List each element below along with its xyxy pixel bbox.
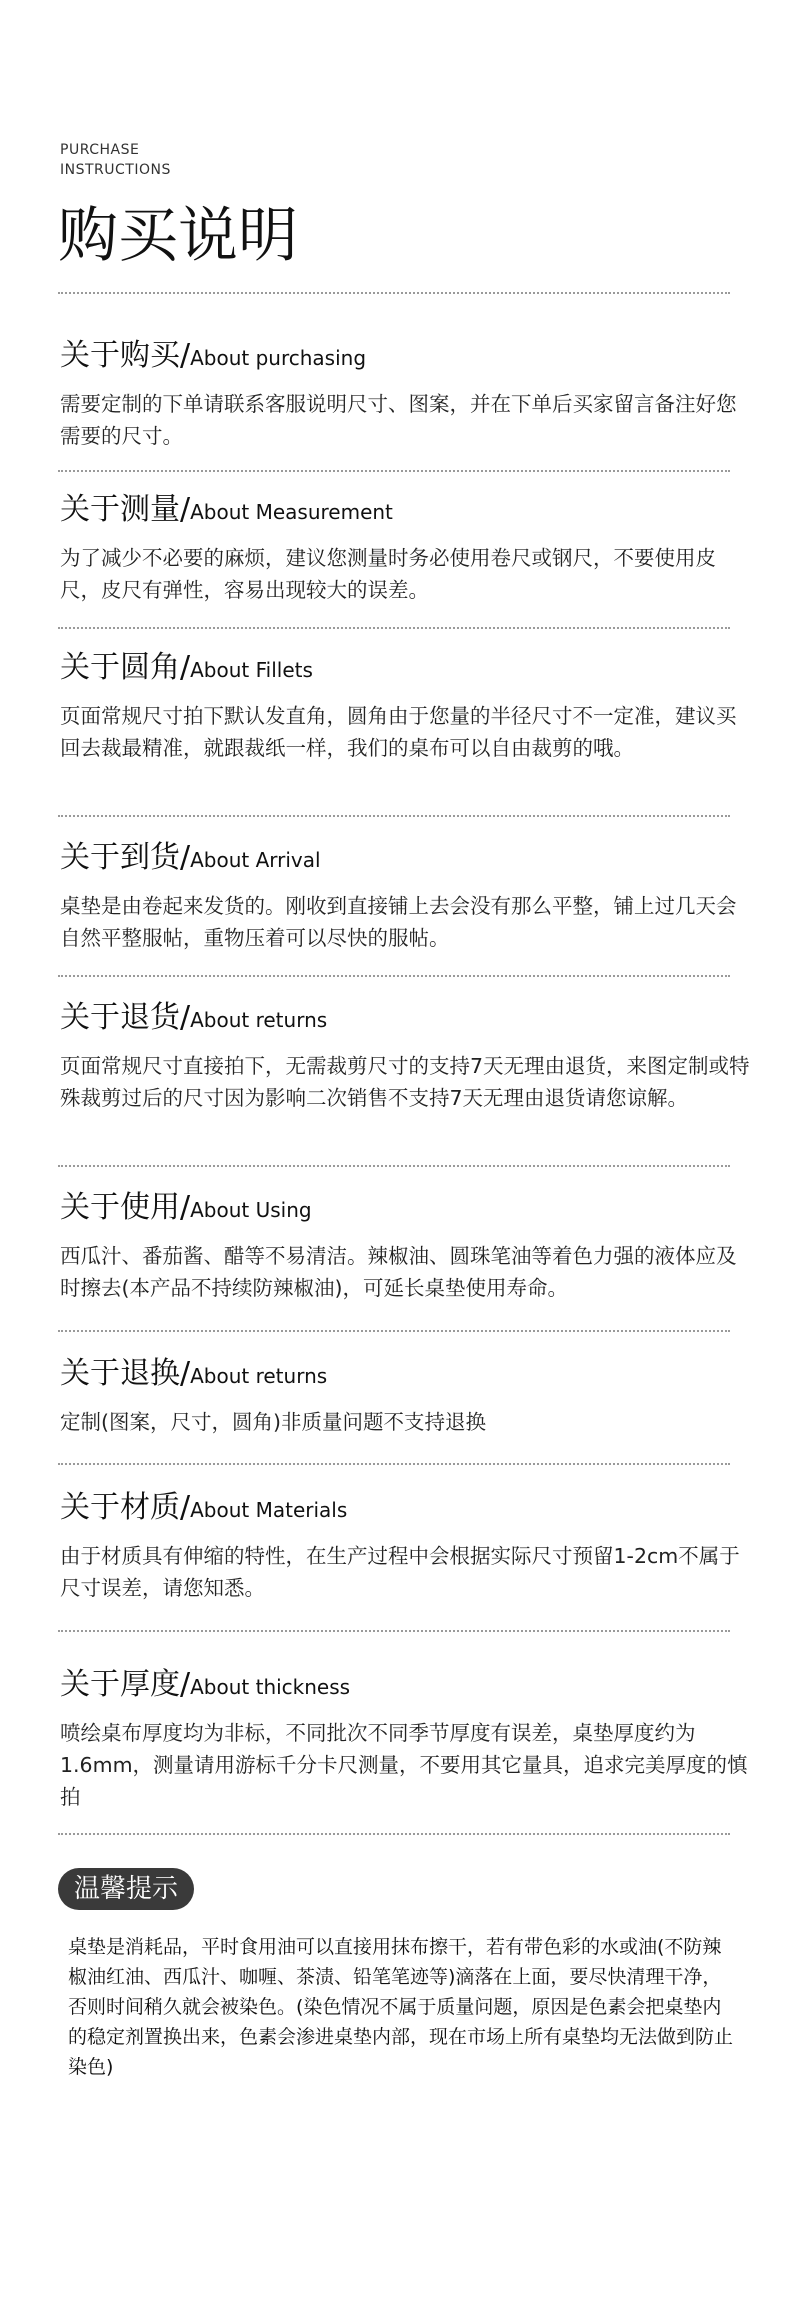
section-arrival — [60, 838, 750, 954]
section-title-en: About thickness — [190, 1675, 351, 1699]
section-fillets — [60, 648, 750, 764]
section-title-separator: / — [180, 1490, 191, 1525]
section-thickness — [60, 1665, 750, 1813]
section-divider — [58, 1165, 730, 1167]
page-title: 购买说明 — [58, 201, 298, 271]
section-title-en: About Using — [190, 1198, 312, 1222]
section-title-en: About Measurement — [190, 500, 393, 524]
section-title-cn: 关于购买 — [60, 338, 180, 373]
section-title-en: About purchasing — [190, 346, 367, 370]
section-divider — [58, 292, 730, 294]
section-body: 页面常规尺寸直接拍下，无需裁剪尺寸的支持7天无理由退货，来图定制或特殊裁剪过后的尺寸因为影响二次销售不支持7天无理由退货请您谅解。 — [60, 1054, 750, 1110]
section-heading — [60, 998, 750, 1040]
section-divider — [58, 627, 730, 629]
section-heading — [60, 1354, 750, 1396]
section-title-separator: / — [180, 492, 191, 527]
section-heading — [60, 336, 750, 378]
section-title-cn: 关于测量 — [60, 492, 180, 527]
section-divider — [58, 470, 730, 472]
section-heading — [60, 648, 750, 690]
section-title-separator: / — [180, 1356, 191, 1391]
section-divider — [58, 1463, 730, 1465]
eyebrow-line-1: PURCHASE — [60, 142, 140, 158]
eyebrow-line-2: INSTRUCTIONS — [60, 162, 171, 178]
section-body: 由于材质具有伸缩的特性，在生产过程中会根据实际尺寸预留1-2cm不属于尺寸误差，请您知悉。 — [60, 1544, 740, 1600]
section-heading — [60, 1665, 750, 1707]
section-title-cn: 关于到货 — [60, 840, 180, 875]
section-title-cn: 关于退货 — [60, 1000, 180, 1035]
tips-badge: 温馨提示 — [58, 1868, 194, 1910]
section-divider — [58, 975, 730, 977]
section-body: 需要定制的下单请联系客服说明尺寸、图案，并在下单后买家留言备注好您需要的尺寸。 — [60, 392, 737, 448]
section-exchange — [60, 1354, 750, 1438]
section-title-en: About returns — [190, 1008, 328, 1032]
section-title-separator: / — [180, 840, 191, 875]
section-materials — [60, 1488, 750, 1604]
section-heading — [60, 838, 750, 880]
section-title-en: About Fillets — [190, 658, 313, 682]
section-title-separator: / — [180, 1667, 191, 1702]
section-returns — [60, 998, 750, 1114]
section-title-en: About Materials — [190, 1498, 348, 1522]
tips-body: 桌垫是消耗品，平时食用油可以直接用抹布擦干，若有带色彩的水或油(不防辣椒油红油、西瓜汁、咖喱、茶渍、铅笔笔迹等)滴落在上面，要尽快清理干净，否则时间稍久就会被染色。(染色情况不属于质量问题，原因是色素会把桌垫内的稳定剂置换出来，色素会渗进桌垫内部，现在市场上所有桌垫均无法做到防止染色) — [68, 1936, 734, 2078]
section-divider — [58, 1330, 730, 1332]
section-title-separator: / — [180, 1190, 191, 1225]
section-divider — [58, 1833, 730, 1835]
section-body: 页面常规尺寸拍下默认发直角，圆角由于您量的半径尺寸不一定准，建议买回去裁最精准，就跟裁纸一样，我们的桌布可以自由裁剪的哦。 — [60, 704, 737, 760]
section-body: 定制(图案，尺寸，圆角)非质量问题不支持退换 — [60, 1410, 486, 1434]
section-title-en: About returns — [190, 1364, 328, 1388]
section-title-separator: / — [180, 1000, 191, 1035]
section-using — [60, 1188, 750, 1304]
section-purchasing — [60, 336, 750, 452]
section-title-en: About Arrival — [190, 848, 321, 872]
section-body: 西瓜汁、番茄酱、醋等不易清洁。辣椒油、圆珠笔油等着色力强的液体应及时擦去(本产品不持续防辣椒油)，可延长桌垫使用寿命。 — [60, 1244, 737, 1300]
section-title-cn: 关于使用 — [60, 1190, 180, 1225]
section-body: 桌垫是由卷起来发货的。刚收到直接铺上去会没有那么平整，铺上过几天会自然平整服帖，重物压着可以尽快的服帖。 — [60, 894, 737, 950]
section-heading — [60, 1188, 750, 1230]
section-body: 喷绘桌布厚度均为非标，不同批次不同季节厚度有误差，桌垫厚度约为1.6mm，测量请用游标千分卡尺测量，不要用其它量具，追求完美厚度的慎拍 — [60, 1721, 748, 1809]
section-measurement — [60, 490, 750, 606]
section-divider — [58, 1630, 730, 1632]
section-heading — [60, 1488, 750, 1530]
section-title-cn: 关于厚度 — [60, 1667, 180, 1702]
page-eyebrow — [60, 140, 171, 180]
section-divider — [58, 815, 730, 817]
section-title-separator: / — [180, 650, 191, 685]
section-title-cn: 关于圆角 — [60, 650, 180, 685]
section-title-cn: 关于退换 — [60, 1356, 180, 1391]
section-title-cn: 关于材质 — [60, 1490, 180, 1525]
section-body: 为了减少不必要的麻烦，建议您测量时务必使用卷尺或钢尺，不要使用皮尺，皮尺有弹性，容易出现较大的误差。 — [60, 546, 716, 602]
section-title-separator: / — [180, 338, 191, 373]
section-heading — [60, 490, 750, 532]
